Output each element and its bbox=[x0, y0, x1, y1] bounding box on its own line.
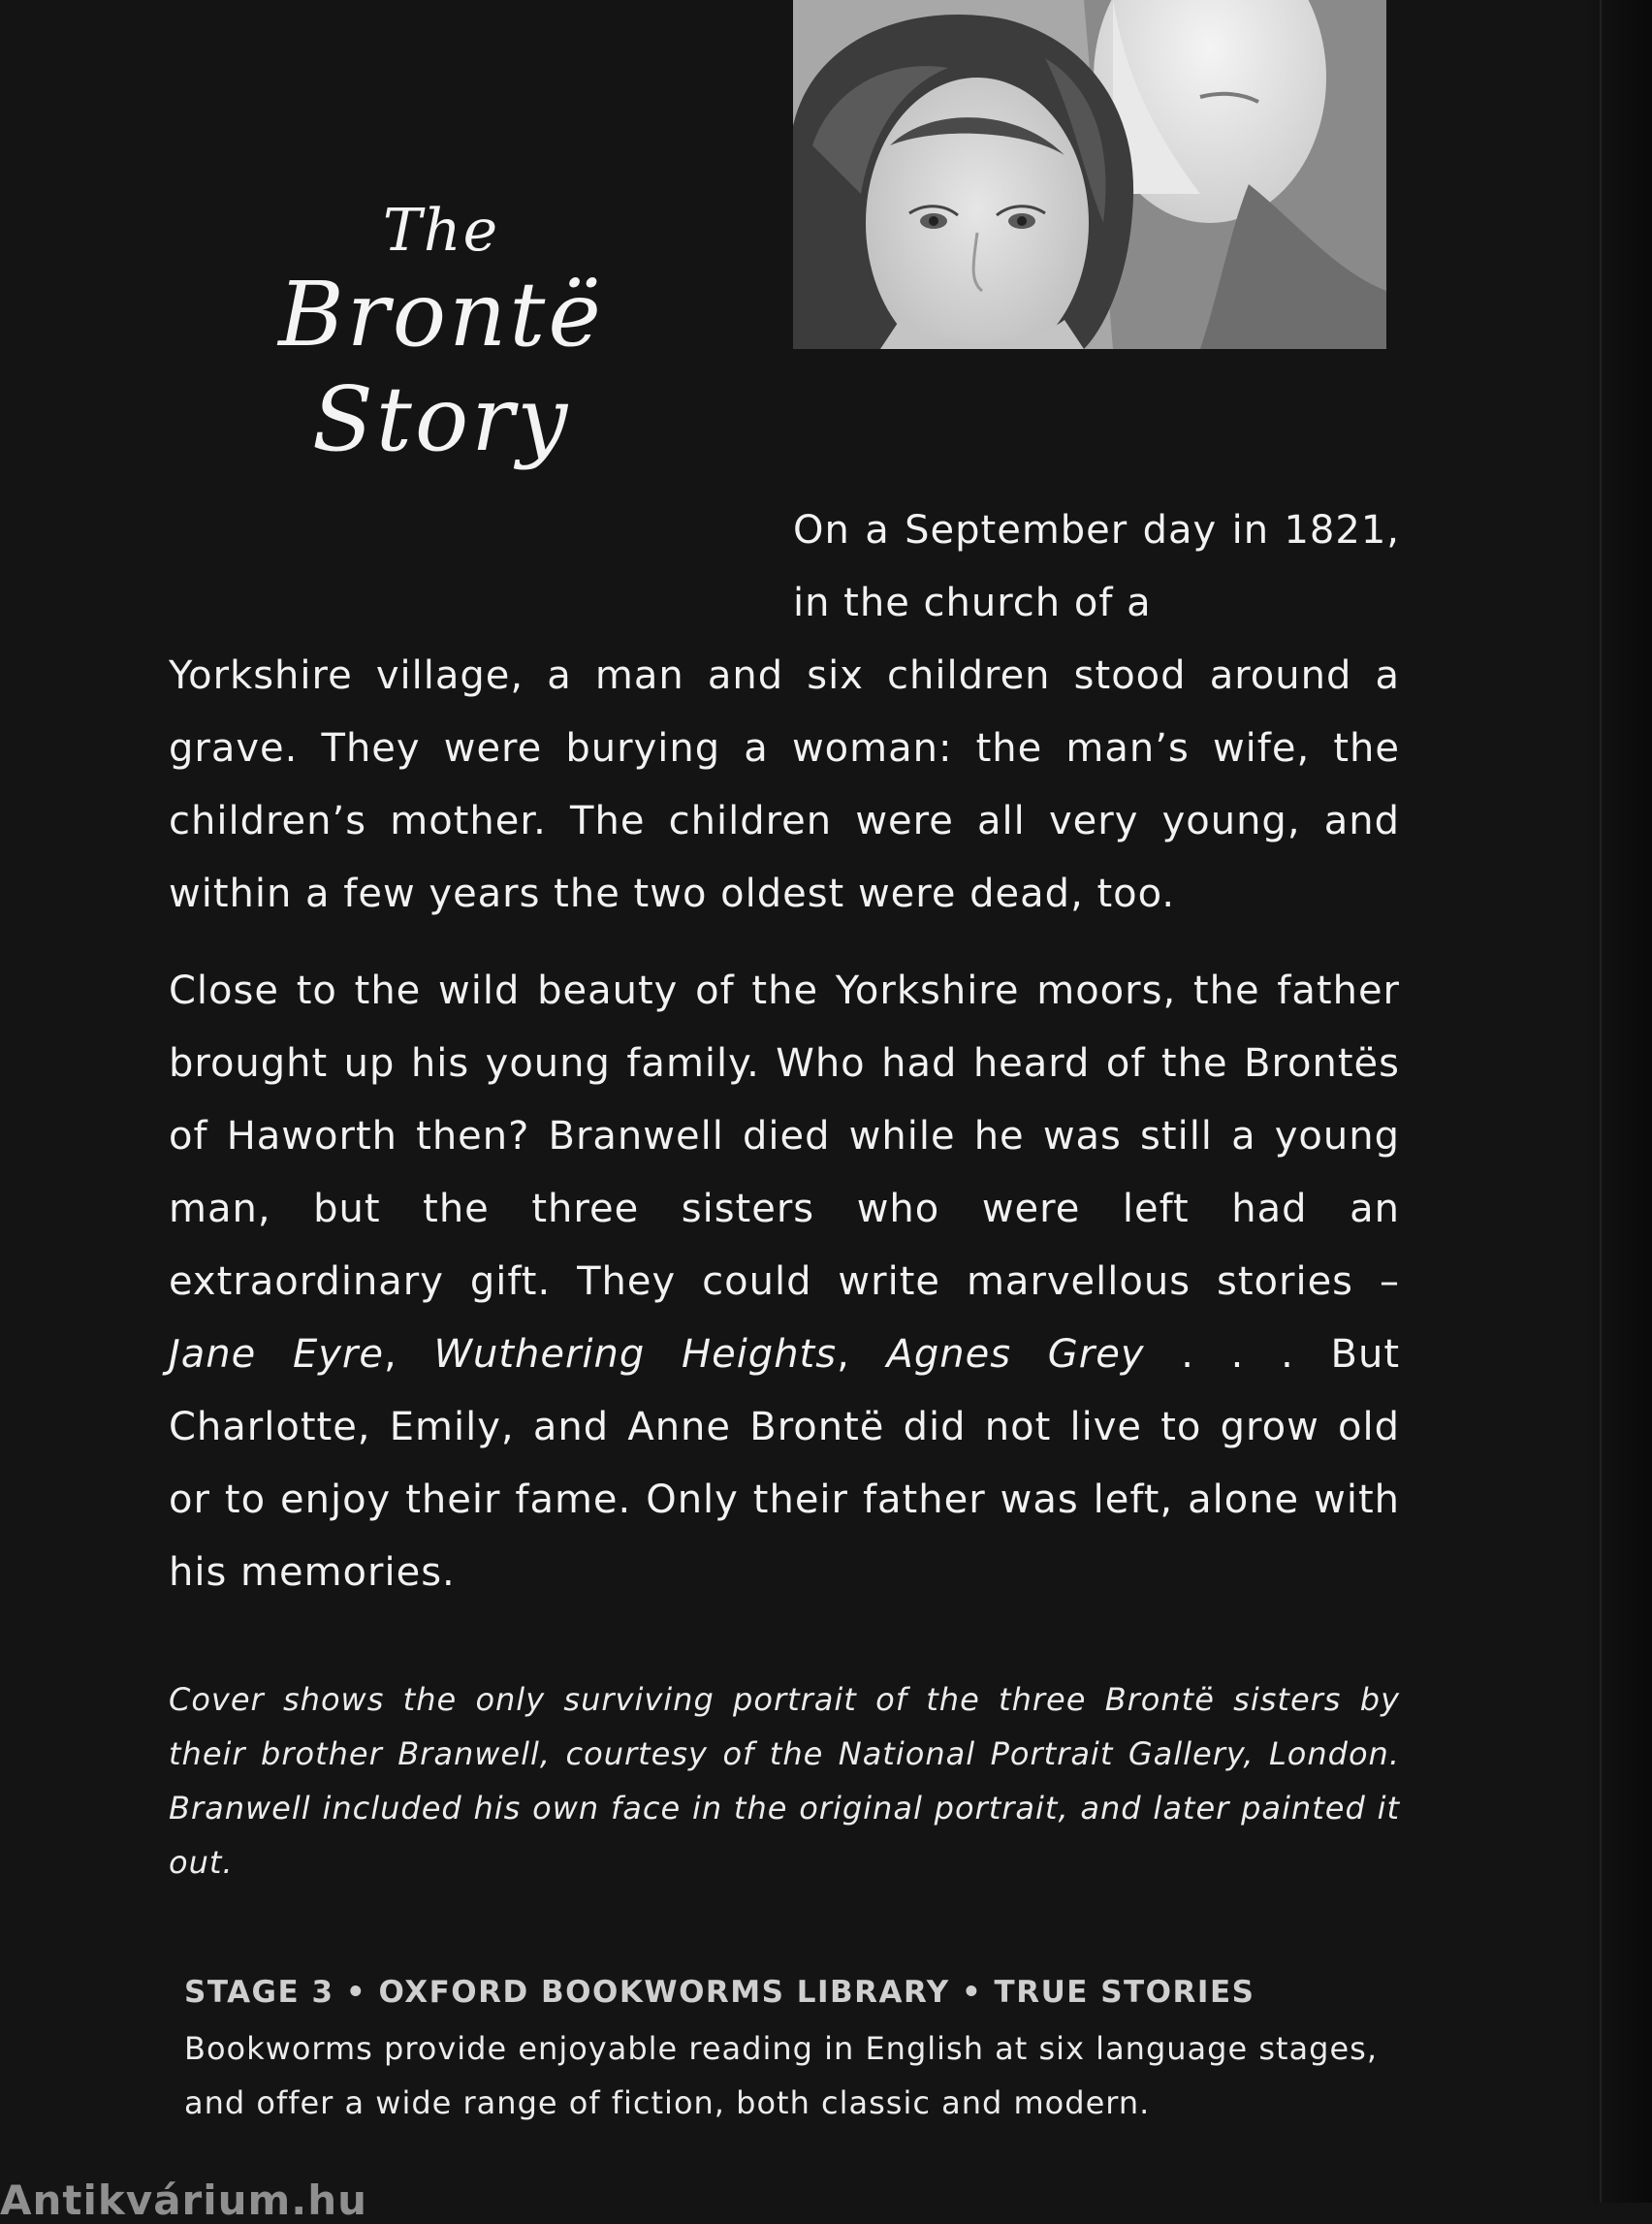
body-paragraph bbox=[169, 955, 1400, 1609]
portrait-image bbox=[793, 0, 1386, 349]
book-title-wuthering-heights: Wuthering Heights bbox=[433, 1332, 838, 1377]
cover-caption: Cover shows the only surviving portrait of the three Brontë sisters by their brother Branwell, courtesy of the National Portrait Gallery, London. Branwell included his own face in the original portrait, and later painted it out. bbox=[169, 1681, 1400, 1881]
intro-line-2: 1821, in the church of a bbox=[793, 508, 1400, 625]
book-title bbox=[233, 199, 650, 472]
series-line: STAGE 3 • OXFORD BOOKWORMS LIBRARY • TRUE STORIES bbox=[184, 1975, 1255, 2010]
watermark: Antikvárium.hu bbox=[0, 2176, 368, 2224]
intro-indented-lines bbox=[793, 494, 1400, 640]
body-sep-2: , bbox=[837, 1332, 887, 1377]
title-line-story: Story bbox=[311, 367, 571, 471]
spine-shadow bbox=[1584, 0, 1652, 2203]
body-sep-1: , bbox=[384, 1332, 434, 1377]
intro-line-1: On a September day in bbox=[793, 508, 1270, 553]
book-title-jane-eyre: Jane Eyre bbox=[169, 1332, 384, 1377]
body-part-1: Close to the wild beauty of the Yorkshire moors, the father brought up his young family. Who had heard of the Brontës of Haworth then? Branwell died while he was still a young man, but the three sisters who were left had an extraordinary gift. They could write marvellous stories – bbox=[169, 969, 1400, 1304]
body-part-2: . . . But Charlotte, Emily, and Anne Brontë did not live to grow old or to enjoy their fame. Only their father was left, alone with his memories. bbox=[169, 1332, 1401, 1595]
intro-paragraph bbox=[169, 494, 1400, 931]
series-blurb: Bookworms provide enjoyable reading in English at six language stages, and offer a wide range of fiction, both classic and modern. bbox=[184, 2030, 1378, 2121]
intro-rest: Yorkshire village, a man and six children stood around a grave. They were burying a woman: the man’s wife, the children’s mother. The children were all very young, and within a few years the two oldest were dead, too. bbox=[169, 653, 1400, 916]
title-line-the: The bbox=[382, 197, 500, 265]
book-title-agnes-grey: Agnes Grey bbox=[886, 1332, 1145, 1377]
portrait-drawing bbox=[793, 0, 1386, 349]
title-line-bronte: Brontë bbox=[278, 263, 604, 366]
